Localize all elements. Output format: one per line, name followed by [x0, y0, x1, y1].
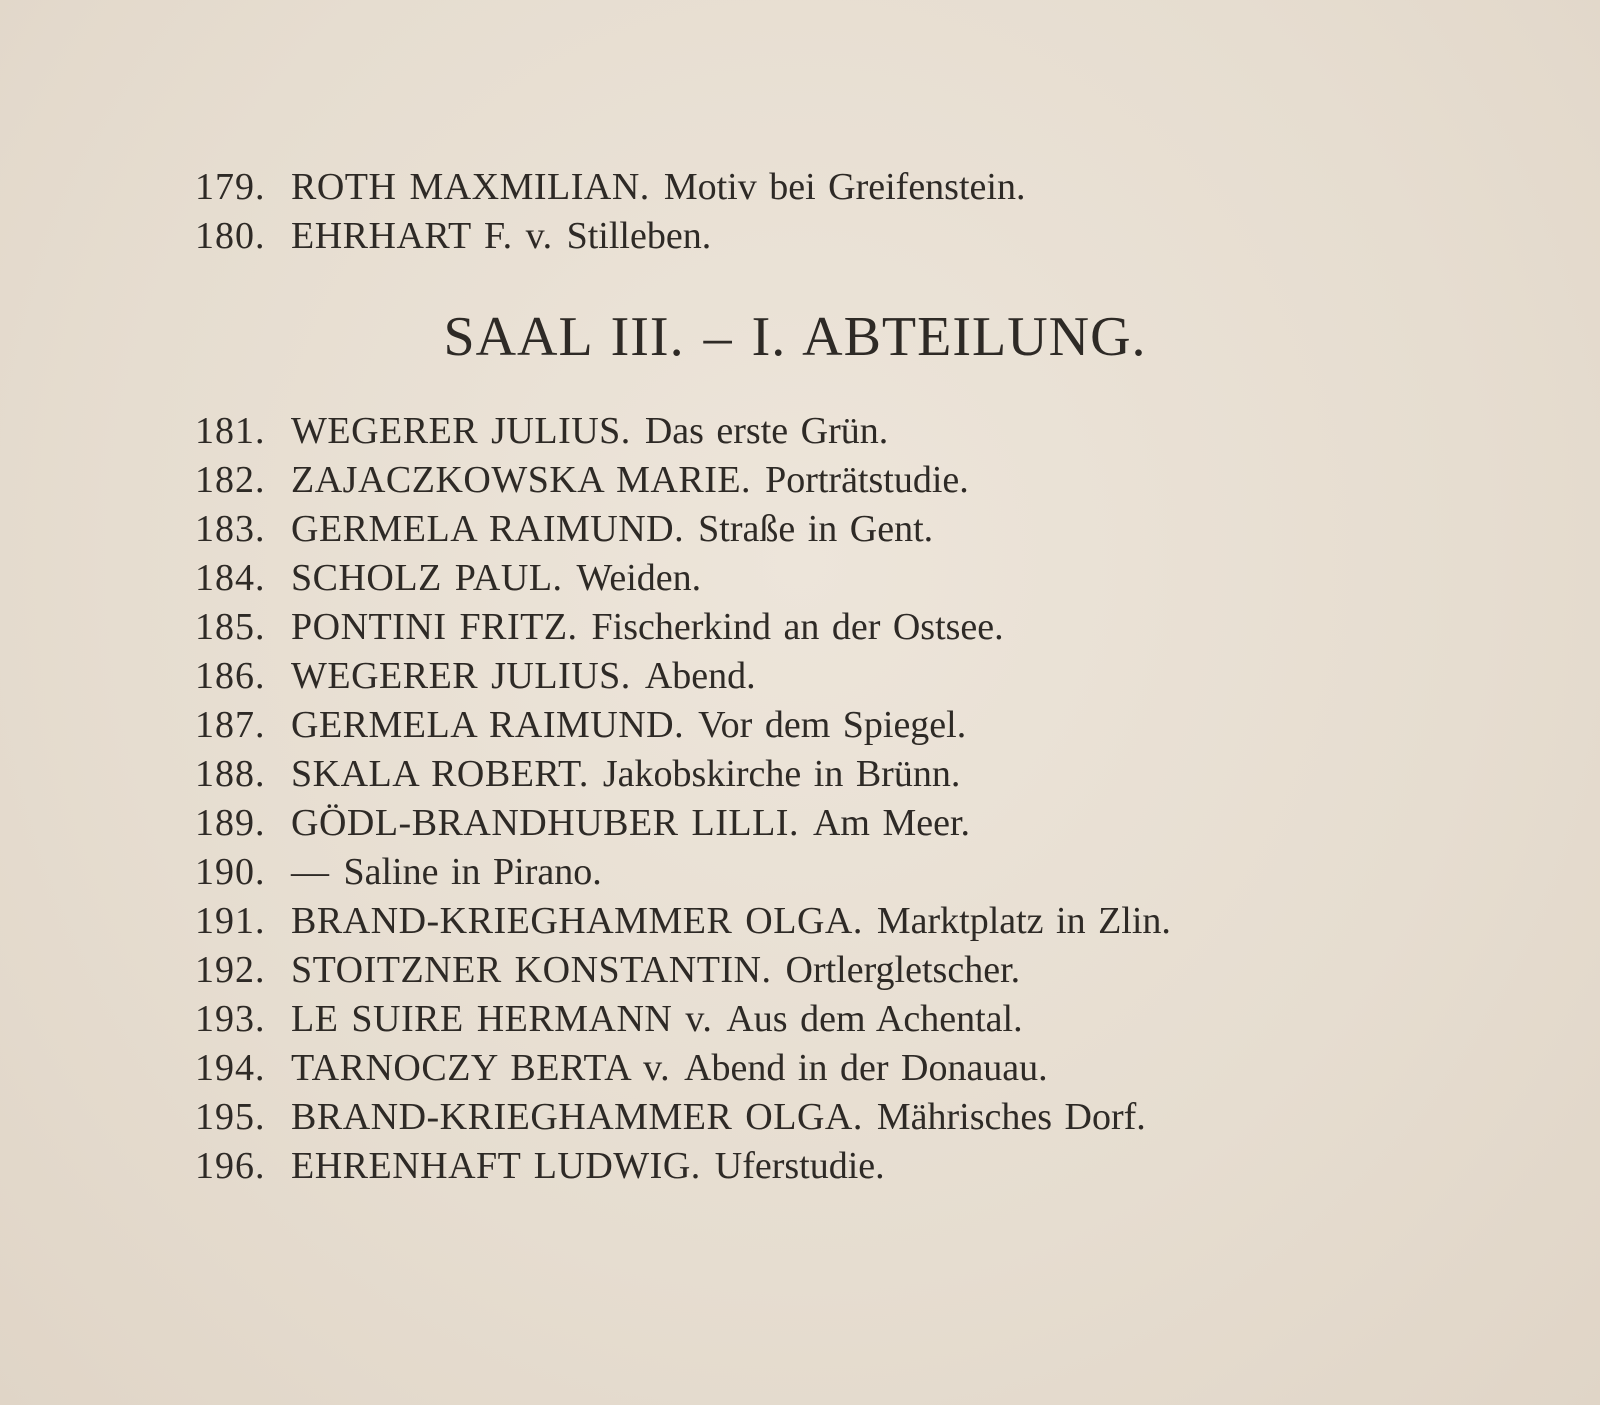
catalog-entry [195, 701, 1345, 750]
catalog-entry [195, 456, 1345, 505]
entry-number: 180. [195, 215, 266, 257]
entry-title: Straße in Gent. [698, 508, 934, 550]
entry-number: 181. [195, 410, 266, 452]
entry-artist: EHRENHAFT LUDWIG. [291, 1145, 701, 1187]
entry-title: Uferstudie. [714, 1145, 885, 1187]
entry-title: Jakobskirche in Brünn. [602, 753, 961, 795]
entry-number: 186. [195, 655, 266, 697]
catalog-entry [195, 995, 1345, 1044]
entry-title: Abend in der Donauau. [684, 1047, 1048, 1089]
entry-artist: BRAND-KRIEGHAMMER OLGA. [291, 1096, 863, 1138]
entry-title: Aus dem Achental. [726, 998, 1023, 1040]
entry-artist: GÖDL-BRANDHUBER LILLI. [291, 802, 799, 844]
entry-number: 182. [195, 459, 266, 501]
entry-number: 179. [195, 166, 266, 208]
entry-artist: PONTINI FRITZ. [291, 606, 578, 648]
entry-number: 188. [195, 753, 266, 795]
entry-artist: SKALA ROBERT. [291, 753, 589, 795]
entry-artist: ROTH MAXMILIAN. [291, 166, 650, 208]
entry-number: 193. [195, 998, 266, 1040]
catalog-entry [195, 554, 1345, 603]
catalog-entry [195, 603, 1345, 652]
entry-title: Mährisches Dorf. [876, 1096, 1146, 1138]
entry-artist: BRAND-KRIEGHAMMER OLGA. [291, 900, 863, 942]
catalog-entry [195, 750, 1345, 799]
entry-title: Fischerkind an der Ostsee. [591, 606, 1004, 648]
entry-number: 190. [195, 851, 266, 893]
entry-artist: WEGERER JULIUS. [291, 410, 631, 452]
catalog-entry [195, 407, 1345, 456]
entry-title: Motiv bei Greifenstein. [663, 166, 1026, 208]
entry-artist: TARNOCZY BERTA v. [291, 1047, 671, 1089]
catalog-entry [195, 163, 1345, 212]
entry-artist: GERMELA RAIMUND. [291, 704, 685, 746]
entry-number: 184. [195, 557, 266, 599]
entry-artist: ZAJACZKOWSKA MARIE. [291, 459, 752, 501]
entry-number: 192. [195, 949, 266, 991]
catalog-entry [195, 848, 1345, 897]
section-heading-text: SAAL III. – I. ABTEILUNG. [443, 306, 1147, 368]
entry-title: Marktplatz in Zlin. [876, 900, 1171, 942]
entry-title: Vor dem Spiegel. [698, 704, 967, 746]
entry-number: 191. [195, 900, 266, 942]
entry-title: Stilleben. [566, 215, 712, 257]
catalog-entry [195, 799, 1345, 848]
entry-artist: STOITZNER KONSTANTIN. [291, 949, 772, 991]
section-heading [0, 302, 1600, 372]
entry-list [195, 407, 1345, 1191]
catalog-entry [195, 1044, 1345, 1093]
entry-artist: LE SUIRE HERMANN v. [291, 998, 713, 1040]
entry-title: Das erste Grün. [644, 410, 889, 452]
entry-artist: GERMELA RAIMUND. [291, 508, 685, 550]
entry-number: 189. [195, 802, 266, 844]
entry-artist: EHRHART F. v. [291, 215, 553, 257]
entry-number: 194. [195, 1047, 266, 1089]
entry-number: 187. [195, 704, 266, 746]
catalog-entry [195, 946, 1345, 995]
top-entry-list [195, 163, 1345, 261]
catalog-entry [195, 1142, 1345, 1191]
entry-title: Ortlergletscher. [785, 949, 1021, 991]
catalog-entry [195, 212, 1345, 261]
entry-title: Porträtstudie. [765, 459, 969, 501]
entry-number: 196. [195, 1145, 266, 1187]
entry-title: Abend. [644, 655, 756, 697]
entry-artist: SCHOLZ PAUL. [291, 557, 563, 599]
entry-title: Am Meer. [812, 802, 971, 844]
entry-artist: — [291, 851, 330, 893]
catalog-entry [195, 505, 1345, 554]
entry-number: 195. [195, 1096, 266, 1138]
catalog-entry [195, 652, 1345, 701]
entry-title: Weiden. [576, 557, 702, 599]
entry-number: 183. [195, 508, 266, 550]
catalog-entry [195, 897, 1345, 946]
catalog-entry [195, 1093, 1345, 1142]
entry-title: Saline in Pirano. [343, 851, 602, 893]
entry-number: 185. [195, 606, 266, 648]
entry-artist: WEGERER JULIUS. [291, 655, 631, 697]
